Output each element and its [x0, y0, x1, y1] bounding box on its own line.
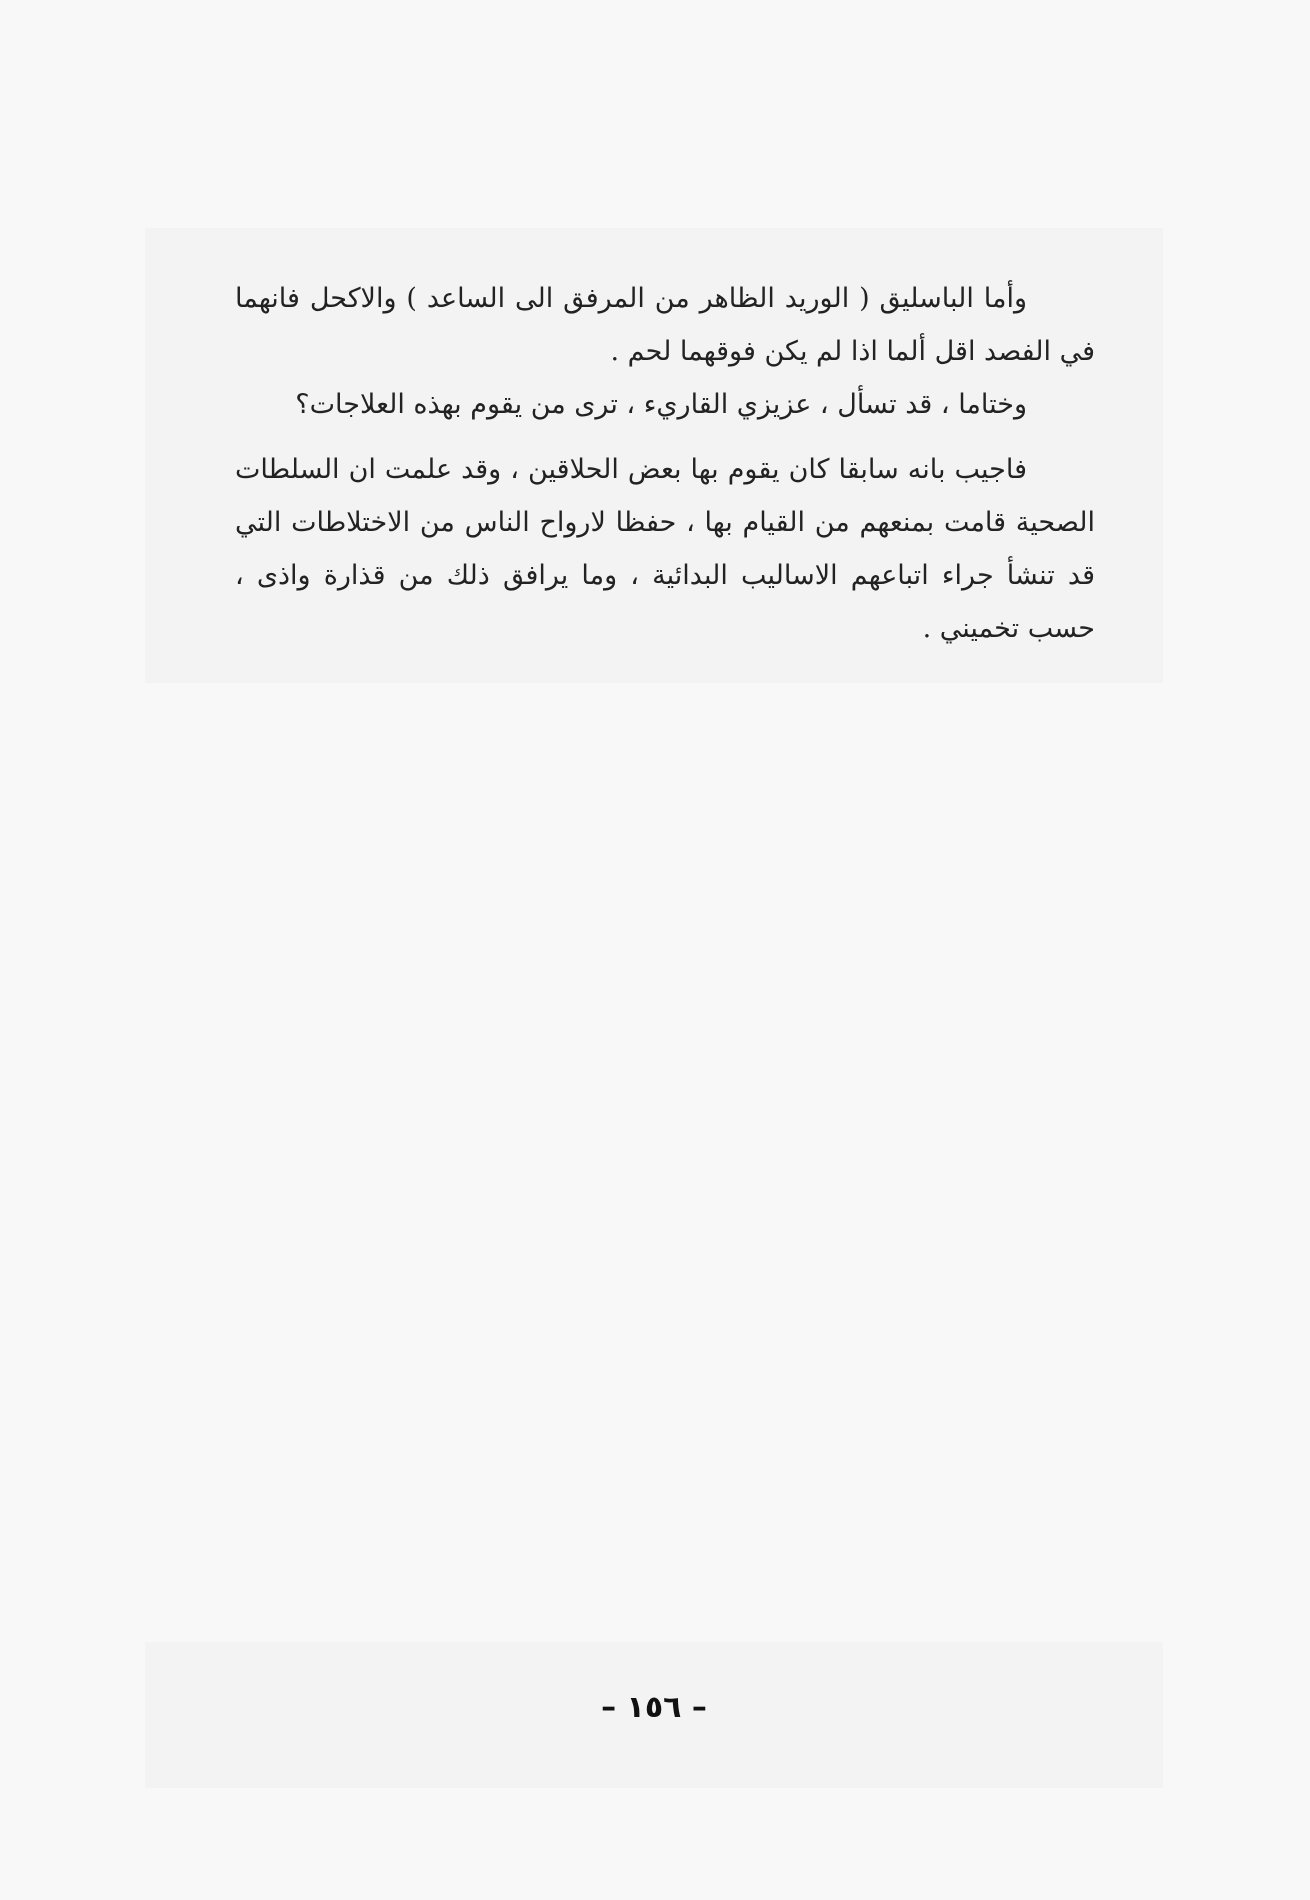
- text-content: [235, 272, 1095, 655]
- paragraph-2: وختاما ، قد تسأل ، عزيزي القاريء ، ترى من يقوم بهذه العلاجات؟: [295, 389, 1027, 420]
- page-number: – ١٥٦ –: [601, 1690, 707, 1725]
- paragraph-1: وأما الباسليق ( الوريد الظاهر من المرفق الى الساعد ) والاكحل فانهما في الفصد اقل ألما اذا لم يكن فوقهما لحم .: [235, 283, 1095, 367]
- paragraph-3: فاجيب بانه سابقا كان يقوم بها بعض الحلاقين ، وقد علمت ان السلطات الصحية قامت بمنعهم من القيام بها ، حفظا لارواح الناس من الاختلاطات التي قد تنشأ جراء اتباعهم الاساليب البدائية ، وما يرافق ذلك من قذارة واذى ، حسب تخميني .: [235, 454, 1095, 644]
- footer-block: [145, 1642, 1163, 1788]
- text-block: [145, 228, 1163, 683]
